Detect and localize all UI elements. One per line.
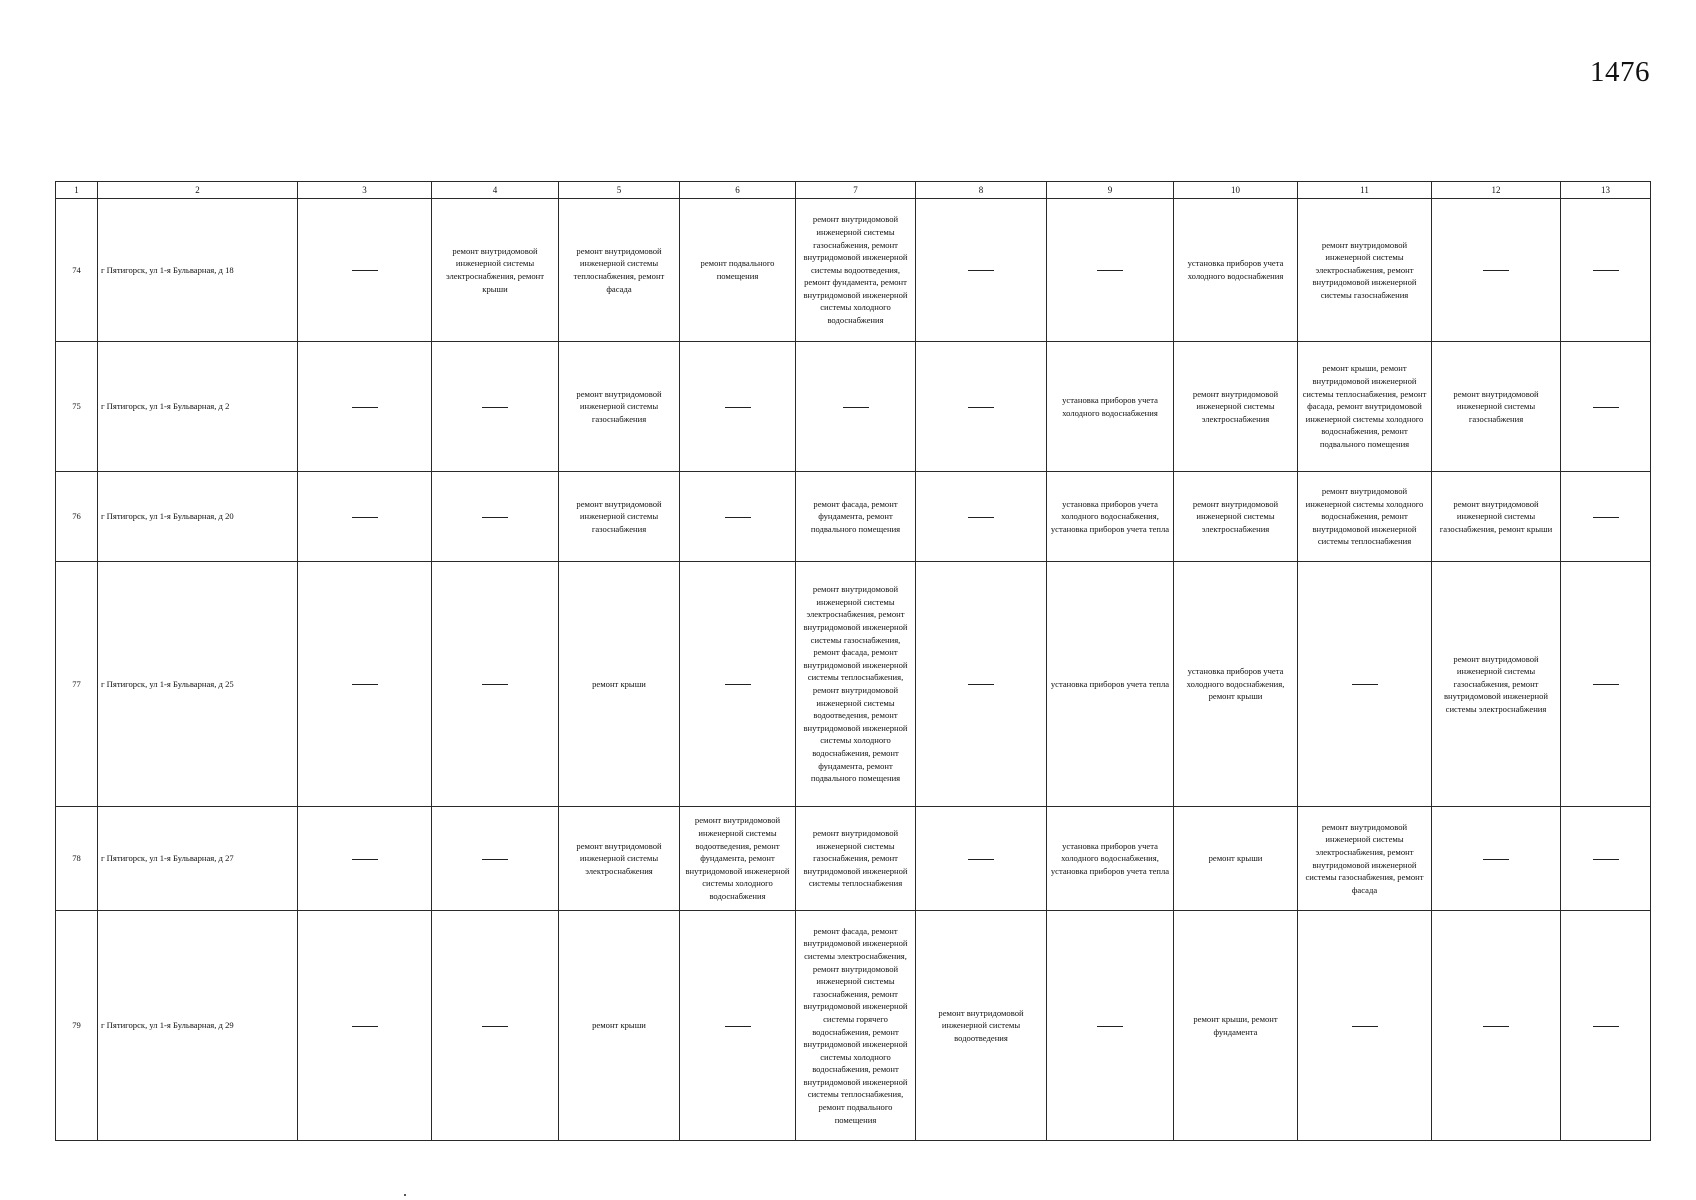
- work-cell-col-12: ремонт внутридомовой инженерной системы газоснабжения, ремонт крыши: [1432, 472, 1561, 562]
- work-cell-col-7: ремонт внутридомовой инженерной системы газоснабжения, ремонт внутридомовой инженерной системы теплоснабжения: [796, 807, 916, 911]
- empty-dash: [725, 1026, 751, 1027]
- empty-dash: [1593, 684, 1619, 685]
- column-header: 7: [796, 182, 916, 199]
- work-cell-col-6: [680, 472, 796, 562]
- empty-dash: [1483, 1026, 1509, 1027]
- work-cell-col-5: ремонт крыши: [559, 562, 680, 807]
- work-cell-col-3: [298, 807, 432, 911]
- work-cell-col-9: [1047, 911, 1174, 1141]
- address-cell: г Пятигорск, ул 1-я Бульварная, д 20: [98, 472, 298, 562]
- row-number-cell: 77: [56, 562, 98, 807]
- empty-dash: [1097, 270, 1123, 271]
- work-cell-col-7: ремонт фасада, ремонт внутридомовой инженерной системы электроснабжения, ремонт внутридомовой инженерной системы газоснабжения, ремонт внутридомовой инженерной системы горячего водоснабжения, ремонт внутридомовой инженерной системы холодного водоснабжения, ремонт внутридомовой инженерной системы теплоснабжения, ремонт подвального помещения: [796, 911, 916, 1141]
- work-cell-col-10: установка приборов учета холодного водоснабжения, ремонт крыши: [1174, 562, 1298, 807]
- empty-dash: [482, 1026, 508, 1027]
- work-cell-col-5: ремонт крыши: [559, 911, 680, 1141]
- work-cell-col-12: ремонт внутридомовой инженерной системы газоснабжения, ремонт внутридомовой инженерной системы электроснабжения: [1432, 562, 1561, 807]
- empty-dash: [352, 684, 378, 685]
- work-cell-col-11: ремонт внутридомовой инженерной системы электроснабжения, ремонт внутридомовой инженерной системы газоснабжения: [1298, 199, 1432, 342]
- empty-dash: [968, 270, 994, 271]
- empty-dash: [1097, 1026, 1123, 1027]
- scan-speck: [404, 1194, 406, 1196]
- work-cell-col-6: [680, 562, 796, 807]
- column-header: 10: [1174, 182, 1298, 199]
- column-header: 9: [1047, 182, 1174, 199]
- empty-dash: [725, 407, 751, 408]
- work-cell-col-4: [432, 342, 559, 472]
- work-cell-col-11: ремонт крыши, ремонт внутридомовой инженерной системы теплоснабжения, ремонт фасада, ремонт внутридомовой инженерной системы холодного водоснабжения, ремонт подвального помещения: [1298, 342, 1432, 472]
- work-cell-col-6: ремонт внутридомовой инженерной системы водоотведения, ремонт фундамента, ремонт внутридомовой инженерной системы холодного водоснабжения: [680, 807, 796, 911]
- empty-dash: [1593, 1026, 1619, 1027]
- column-number-header-row: [56, 182, 1651, 199]
- empty-dash: [725, 517, 751, 518]
- work-cell-col-8: [916, 562, 1047, 807]
- work-cell-col-7: ремонт фасада, ремонт фундамента, ремонт подвального помещения: [796, 472, 916, 562]
- work-cell-col-9: установка приборов учета холодного водоснабжения: [1047, 342, 1174, 472]
- table-row-79: [56, 911, 1651, 1141]
- empty-dash: [968, 859, 994, 860]
- empty-dash: [1483, 859, 1509, 860]
- empty-dash: [1593, 517, 1619, 518]
- row-number-cell: 76: [56, 472, 98, 562]
- address-cell: г Пятигорск, ул 1-я Бульварная, д 29: [98, 911, 298, 1141]
- work-cell-col-10: ремонт внутридомовой инженерной системы электроснабжения: [1174, 342, 1298, 472]
- empty-dash: [1593, 407, 1619, 408]
- empty-dash: [482, 859, 508, 860]
- table-row-74: [56, 199, 1651, 342]
- address-cell: г Пятигорск, ул 1-я Бульварная, д 25: [98, 562, 298, 807]
- work-cell-col-9: [1047, 199, 1174, 342]
- work-cell-col-5: ремонт внутридомовой инженерной системы электроснабжения: [559, 807, 680, 911]
- work-cell-col-7: ремонт внутридомовой инженерной системы газоснабжения, ремонт внутридомовой инженерной системы водоотведения, ремонт фундамента, ремонт внутридомовой инженерной системы холодного водоснабжения: [796, 199, 916, 342]
- work-cell-col-8: ремонт внутридомовой инженерной системы водоотведения: [916, 911, 1047, 1141]
- work-cell-col-10: ремонт крыши, ремонт фундамента: [1174, 911, 1298, 1141]
- column-header: 2: [98, 182, 298, 199]
- work-cell-col-6: [680, 342, 796, 472]
- work-cell-col-8: [916, 472, 1047, 562]
- empty-dash: [843, 407, 869, 408]
- work-cell-col-5: ремонт внутридомовой инженерной системы газоснабжения: [559, 472, 680, 562]
- work-cell-col-11: [1298, 562, 1432, 807]
- work-cell-col-9: установка приборов учета холодного водоснабжения, установка приборов учета тепла: [1047, 472, 1174, 562]
- work-cell-col-13: [1561, 562, 1651, 807]
- work-cell-col-7: ремонт внутридомовой инженерной системы электроснабжения, ремонт внутридомовой инженерной системы газоснабжения, ремонт фасада, ремонт внутридомовой инженерной системы теплоснабжения, ремонт внутридомовой инженерной системы водоотведения, ремонт внутридомовой инженерной системы холодного водоснабжения, ремонт фундамента, ремонт подвального помещения: [796, 562, 916, 807]
- empty-dash: [968, 407, 994, 408]
- work-cell-col-8: [916, 807, 1047, 911]
- work-cell-col-9: установка приборов учета холодного водоснабжения, установка приборов учета тепла: [1047, 807, 1174, 911]
- work-cell-col-4: [432, 807, 559, 911]
- empty-dash: [352, 859, 378, 860]
- work-cell-col-13: [1561, 199, 1651, 342]
- column-header: 12: [1432, 182, 1561, 199]
- address-cell: г Пятигорск, ул 1-я Бульварная, д 27: [98, 807, 298, 911]
- repair-schedule-table: [55, 181, 1651, 1141]
- column-header: 1: [56, 182, 98, 199]
- work-cell-col-12: ремонт внутридомовой инженерной системы газоснабжения: [1432, 342, 1561, 472]
- empty-dash: [352, 1026, 378, 1027]
- address-cell: г Пятигорск, ул 1-я Бульварная, д 2: [98, 342, 298, 472]
- work-cell-col-3: [298, 342, 432, 472]
- empty-dash: [1593, 859, 1619, 860]
- table-row-78: [56, 807, 1651, 911]
- work-cell-col-10: установка приборов учета холодного водоснабжения: [1174, 199, 1298, 342]
- work-cell-col-7: [796, 342, 916, 472]
- work-cell-col-12: [1432, 199, 1561, 342]
- page-number: 1476: [1590, 56, 1650, 88]
- address-cell: г Пятигорск, ул 1-я Бульварная, д 18: [98, 199, 298, 342]
- row-number-cell: 74: [56, 199, 98, 342]
- work-cell-col-10: ремонт крыши: [1174, 807, 1298, 911]
- column-header: 11: [1298, 182, 1432, 199]
- empty-dash: [968, 684, 994, 685]
- work-cell-col-5: ремонт внутридомовой инженерной системы газоснабжения: [559, 342, 680, 472]
- work-cell-col-8: [916, 342, 1047, 472]
- work-cell-col-4: ремонт внутридомовой инженерной системы электроснабжения, ремонт крыши: [432, 199, 559, 342]
- work-cell-col-4: [432, 472, 559, 562]
- work-cell-col-13: [1561, 472, 1651, 562]
- work-cell-col-13: [1561, 911, 1651, 1141]
- column-header: 8: [916, 182, 1047, 199]
- work-cell-col-5: ремонт внутридомовой инженерной системы теплоснабжения, ремонт фасада: [559, 199, 680, 342]
- work-cell-col-11: [1298, 911, 1432, 1141]
- empty-dash: [1352, 1026, 1378, 1027]
- work-cell-col-3: [298, 562, 432, 807]
- work-cell-col-3: [298, 911, 432, 1141]
- work-cell-col-4: [432, 911, 559, 1141]
- empty-dash: [352, 270, 378, 271]
- work-cell-col-6: ремонт подвального помещения: [680, 199, 796, 342]
- column-header: 4: [432, 182, 559, 199]
- row-number-cell: 75: [56, 342, 98, 472]
- work-cell-col-3: [298, 472, 432, 562]
- empty-dash: [352, 407, 378, 408]
- work-cell-col-13: [1561, 807, 1651, 911]
- row-number-cell: 78: [56, 807, 98, 911]
- work-cell-col-10: ремонт внутридомовой инженерной системы электроснабжения: [1174, 472, 1298, 562]
- table-row-76: [56, 472, 1651, 562]
- column-header: 6: [680, 182, 796, 199]
- work-cell-col-6: [680, 911, 796, 1141]
- work-cell-col-3: [298, 199, 432, 342]
- work-cell-col-9: установка приборов учета тепла: [1047, 562, 1174, 807]
- empty-dash: [1483, 270, 1509, 271]
- empty-dash: [482, 684, 508, 685]
- column-header: 13: [1561, 182, 1651, 199]
- work-cell-col-12: [1432, 911, 1561, 1141]
- work-cell-col-11: ремонт внутридомовой инженерной системы холодного водоснабжения, ремонт внутридомовой инженерной системы теплоснабжения: [1298, 472, 1432, 562]
- empty-dash: [968, 517, 994, 518]
- empty-dash: [482, 407, 508, 408]
- row-number-cell: 79: [56, 911, 98, 1141]
- column-header: 5: [559, 182, 680, 199]
- work-cell-col-4: [432, 562, 559, 807]
- column-header: 3: [298, 182, 432, 199]
- empty-dash: [352, 517, 378, 518]
- work-cell-col-11: ремонт внутридомовой инженерной системы электроснабжения, ремонт внутридомовой инженерной системы газоснабжения, ремонт фасада: [1298, 807, 1432, 911]
- work-cell-col-12: [1432, 807, 1561, 911]
- empty-dash: [1593, 270, 1619, 271]
- empty-dash: [725, 684, 751, 685]
- table-row-75: [56, 342, 1651, 472]
- empty-dash: [1352, 684, 1378, 685]
- empty-dash: [482, 517, 508, 518]
- work-cell-col-13: [1561, 342, 1651, 472]
- work-cell-col-8: [916, 199, 1047, 342]
- table-row-77: [56, 562, 1651, 807]
